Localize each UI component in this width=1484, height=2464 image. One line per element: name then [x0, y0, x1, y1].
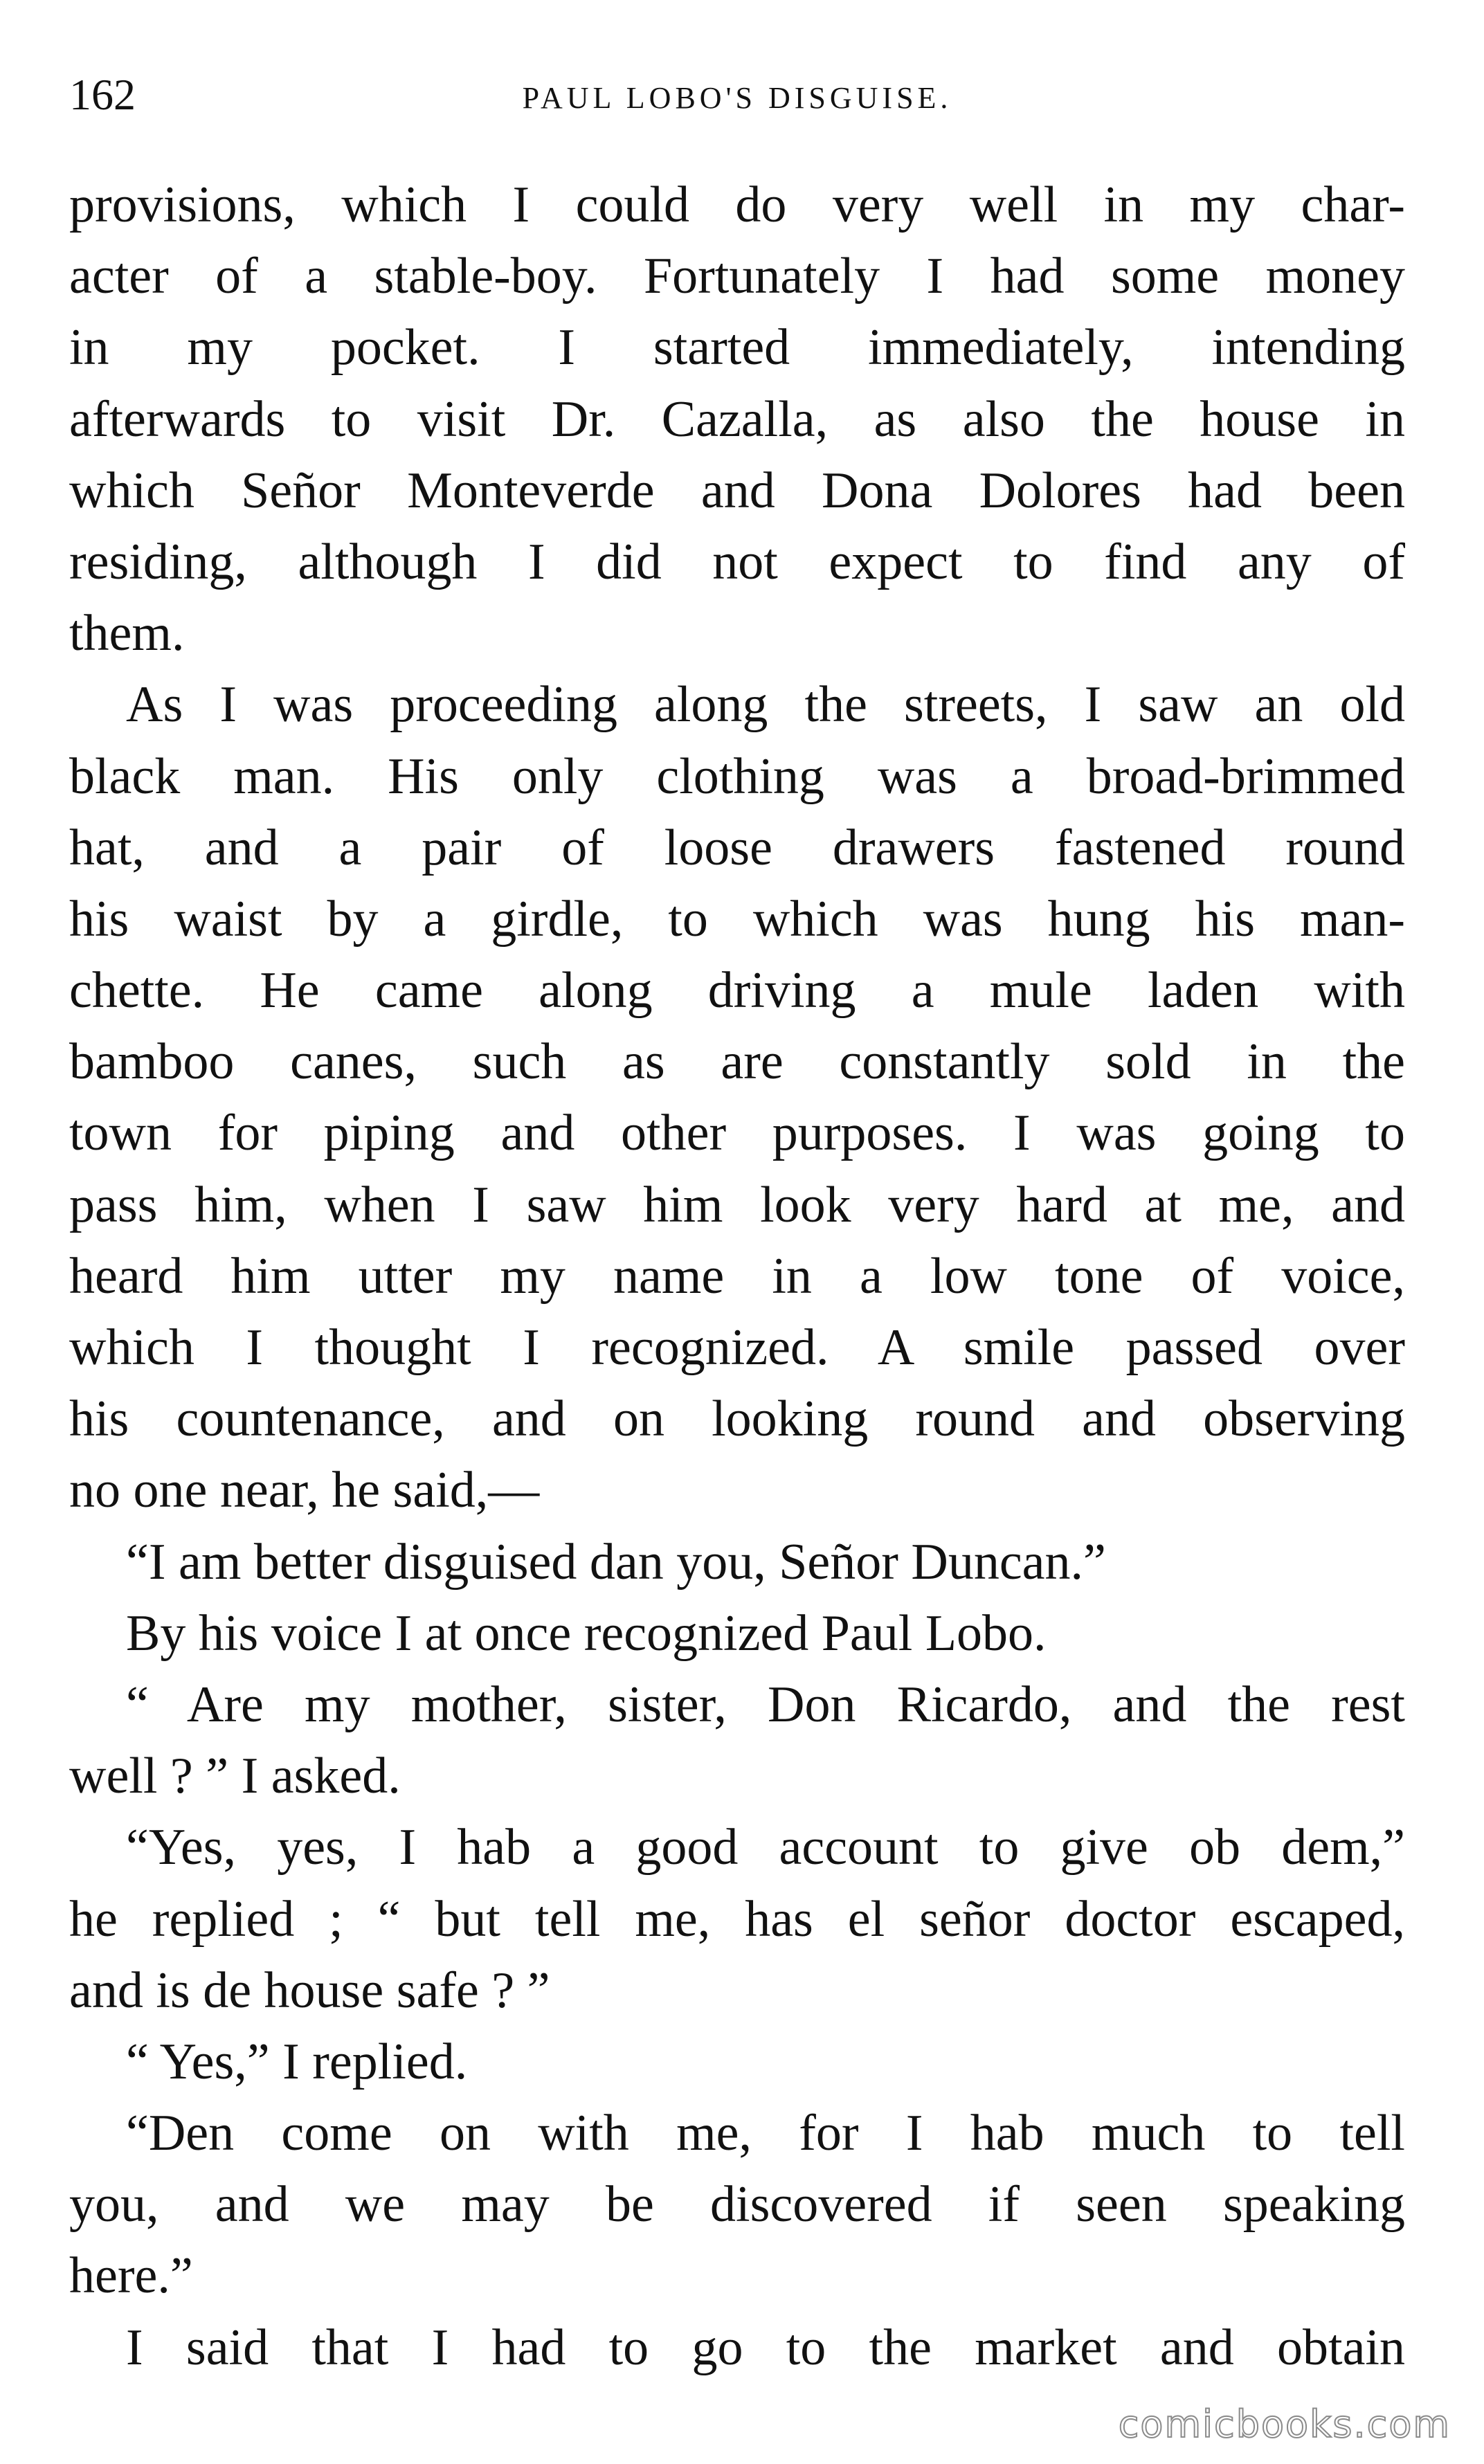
text-line: residing, although I did not expect to find any of [69, 533, 1405, 590]
text-line: he replied ; “ but tell me, has el señor doctor escaped, [69, 1890, 1405, 1948]
text-line: “I am better disguised dan you, Señor Duncan.” [126, 1533, 1106, 1591]
text-line: his waist by a girdle, to which was hung his man- [69, 890, 1405, 948]
text-line: heard him utter my name in a low tone of voice, [69, 1247, 1405, 1305]
text-line: black man. His only clothing was a broad-brimmed [69, 748, 1405, 805]
text-line: here.” [69, 2247, 193, 2305]
text-line: I said that I had to go to the market and obtain [126, 2319, 1405, 2376]
text-line: no one near, he said,— [69, 1462, 540, 1519]
page-header [69, 64, 1405, 126]
text-line: and is de house safe ? ” [69, 1962, 550, 2019]
text-line: them. [69, 605, 185, 662]
text-line: bamboo canes, such as are constantly sold in the [69, 1033, 1405, 1091]
text-line: “Yes, yes, I hab a good account to give ob dem,” [126, 1819, 1405, 1876]
text-line: hat, and a pair of loose drawers fastened round [69, 819, 1405, 876]
text-line: pass him, when I saw him look very hard at me, and [69, 1176, 1405, 1233]
text-line: in my pocket. I started immediately, intending [69, 319, 1405, 377]
page-number: 162 [69, 70, 136, 119]
text-line: you, and we may be discovered if seen speaking [69, 2176, 1405, 2234]
text-line: well ? ” I asked. [69, 1748, 401, 1805]
text-line: town for piping and other purposes. I was going to [69, 1105, 1405, 1162]
text-line: “Den come on with me, for I hab much to tell [126, 2105, 1405, 2162]
text-line: chette. He came along driving a mule laden with [69, 962, 1405, 1020]
body-text [69, 170, 1405, 2384]
text-line: acter of a stable-boy. Fortunately I had some money [69, 248, 1405, 305]
text-line: which Señor Monteverde and Dona Dolores had been [69, 462, 1405, 519]
text-line: By his voice I at once recognized Paul Lobo. [126, 1604, 1047, 1662]
text-line: “ Yes,” I replied. [126, 2033, 468, 2090]
text-line: his countenance, and on looking round and observing [69, 1390, 1405, 1448]
watermark: comicbooks.com [1118, 2402, 1451, 2446]
text-line: “ Are my mother, sister, Don Ricardo, and the rest [126, 1676, 1405, 1733]
text-line: provisions, which I could do very well in my char- [69, 176, 1405, 233]
running-head: PAUL LOBO'S DISGUISE. [522, 81, 952, 115]
text-line: which I thought I recognized. A smile passed over [69, 1319, 1405, 1376]
text-line: afterwards to visit Dr. Cazalla, as also the house in [69, 390, 1405, 448]
text-line: As I was proceeding along the streets, I saw an old [126, 676, 1405, 734]
